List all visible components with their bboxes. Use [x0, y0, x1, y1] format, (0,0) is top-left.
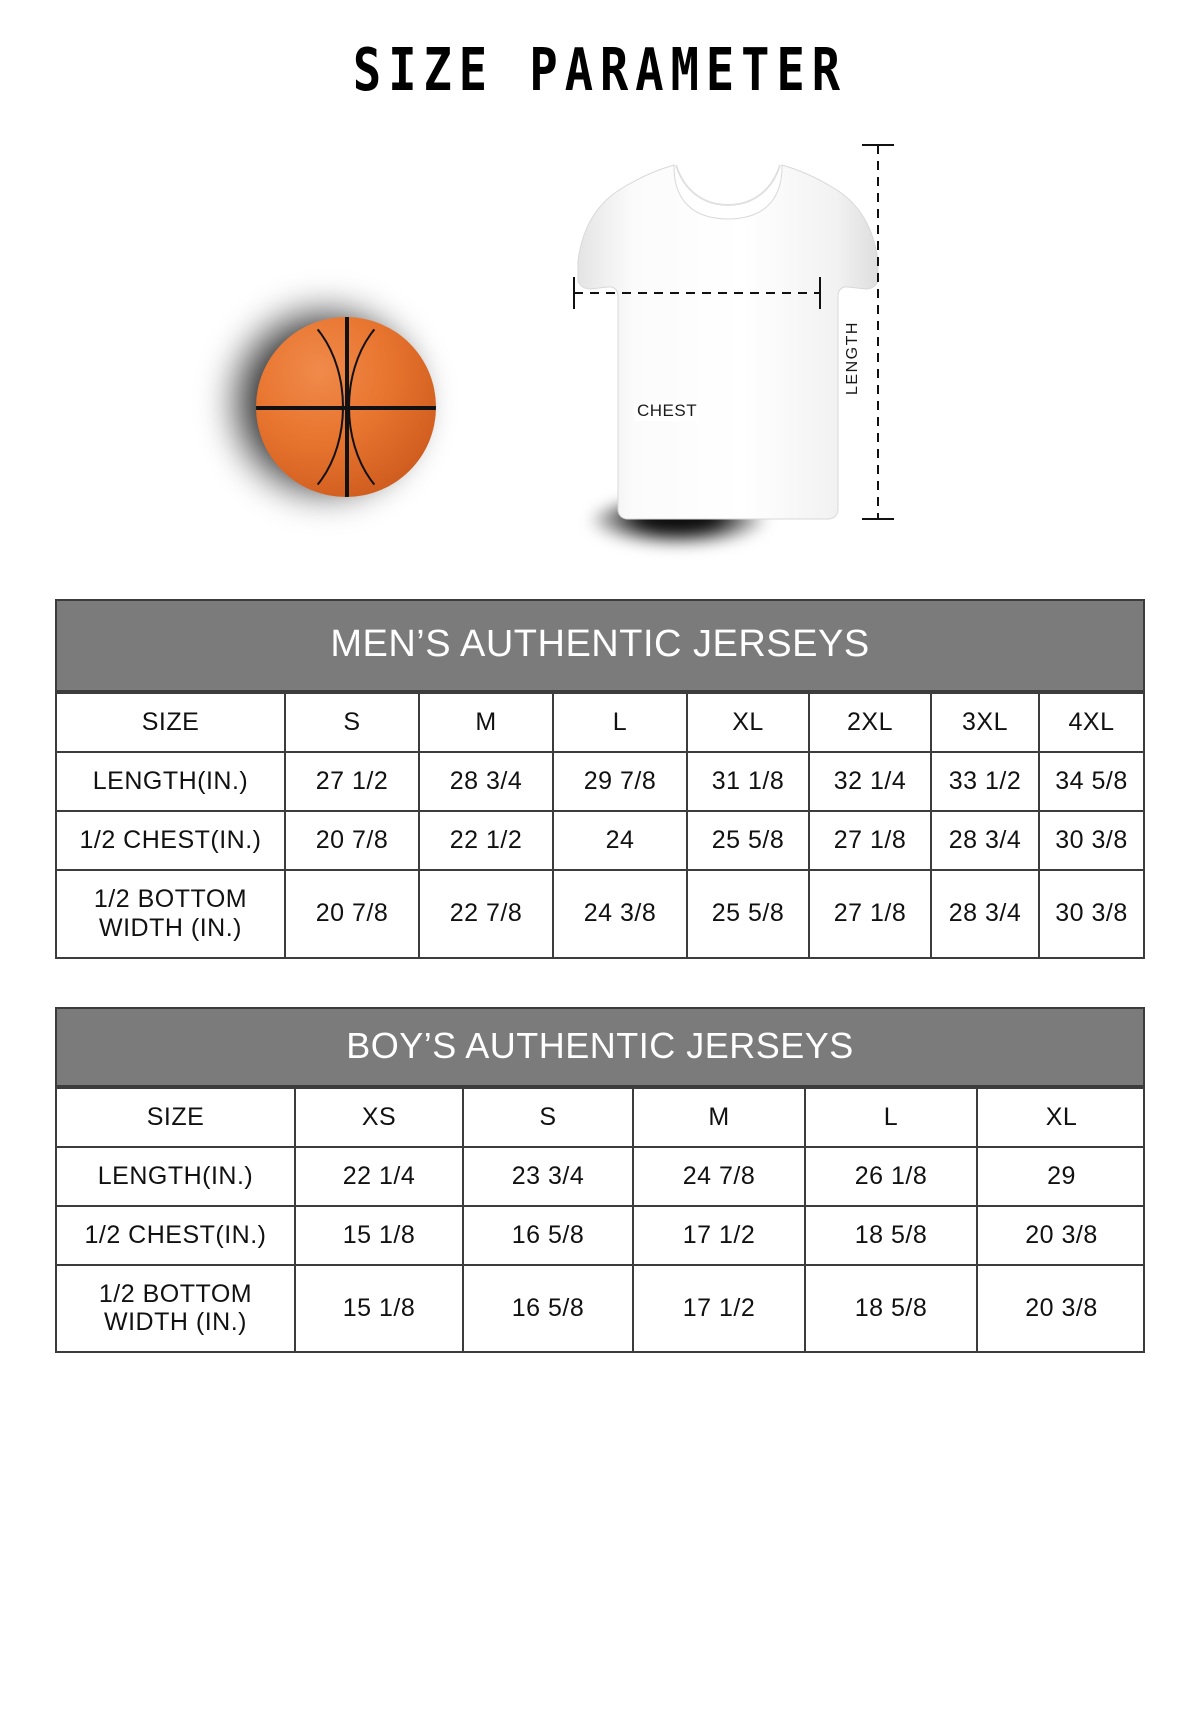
- boys-bottom-xs: 15 1/8: [295, 1265, 463, 1352]
- boys-col-m: M: [633, 1088, 805, 1147]
- boys-row-bottom-label: [57, 1265, 295, 1352]
- basketball-graphic: [256, 317, 436, 497]
- length-measure-label: LENGTH: [844, 321, 861, 395]
- mens-col-l: L: [553, 693, 687, 752]
- boys-bottom-s: 16 5/8: [463, 1265, 633, 1352]
- boys-chest-s: 16 5/8: [463, 1206, 633, 1265]
- mens-chest-s: 20 7/8: [285, 811, 419, 870]
- mens-bottom-l: 24 3/8: [553, 870, 687, 957]
- mens-length-l: 29 7/8: [553, 752, 687, 811]
- chest-measure-label: CHEST: [634, 401, 700, 421]
- mens-length-3xl: 33 1/2: [931, 752, 1039, 811]
- mens-col-4xl: 4XL: [1039, 693, 1143, 752]
- mens-chest-xl: 25 5/8: [687, 811, 809, 870]
- mens-bottom-s: 20 7/8: [285, 870, 419, 957]
- boys-length-s: 23 3/4: [463, 1147, 633, 1206]
- jersey-icon: [548, 133, 861, 553]
- boys-chest-m: 17 1/2: [633, 1206, 805, 1265]
- mens-chest-m: 22 1/2: [419, 811, 553, 870]
- table-row: [57, 1147, 1145, 1206]
- mens-bottom-2xl: 27 1/8: [809, 870, 931, 957]
- basketball-icon: [208, 285, 458, 535]
- mens-col-3xl: 3XL: [931, 693, 1039, 752]
- mens-bottom-4xl: 30 3/8: [1039, 870, 1143, 957]
- mens-length-xl: 31 1/8: [687, 752, 809, 811]
- mens-length-2xl: 32 1/4: [809, 752, 931, 811]
- boys-length-xl: 29: [977, 1147, 1145, 1206]
- mens-table: [57, 692, 1143, 957]
- mens-chest-l: 24: [553, 811, 687, 870]
- table-row: [57, 870, 1143, 957]
- mens-col-m: M: [419, 693, 553, 752]
- table-row: [57, 752, 1143, 811]
- boys-table-header: BOY’S AUTHENTIC JERSEYS: [57, 1009, 1143, 1087]
- mens-row-bottom-label: [57, 870, 285, 957]
- table-row: [57, 1265, 1145, 1352]
- table-row: [57, 1088, 1145, 1147]
- page-title: SIZE PARAMETER: [352, 36, 848, 105]
- mens-row-bottom-label-line1: 1/2 BOTTOM: [93, 885, 248, 913]
- mens-bottom-xl: 25 5/8: [687, 870, 809, 957]
- boys-bottom-m: 17 1/2: [633, 1265, 805, 1352]
- mens-row-chest-label: 1/2 CHEST(IN.): [57, 811, 285, 870]
- boys-chest-xl: 20 3/8: [977, 1206, 1145, 1265]
- boys-col-size: SIZE: [57, 1088, 295, 1147]
- mens-row-length-label: LENGTH(IN.): [57, 752, 285, 811]
- boys-col-l: L: [805, 1088, 977, 1147]
- boys-size-table: [55, 1007, 1145, 1354]
- boys-bottom-l: 18 5/8: [805, 1265, 977, 1352]
- mens-bottom-3xl: 28 3/4: [931, 870, 1039, 957]
- boys-bottom-xl: 20 3/8: [977, 1265, 1145, 1352]
- boys-chest-l: 18 5/8: [805, 1206, 977, 1265]
- boys-row-bottom-label-line1: 1/2 BOTTOM: [98, 1279, 253, 1308]
- mens-length-s: 27 1/2: [285, 752, 419, 811]
- boys-col-xs: XS: [295, 1088, 463, 1147]
- mens-length-4xl: 34 5/8: [1039, 752, 1143, 811]
- mens-chest-2xl: 27 1/8: [809, 811, 931, 870]
- mens-col-xl: XL: [687, 693, 809, 752]
- table-row: [57, 1206, 1145, 1265]
- boys-row-length-label: LENGTH(IN.): [57, 1147, 295, 1206]
- mens-col-size: SIZE: [57, 693, 285, 752]
- boys-table: [57, 1087, 1145, 1352]
- mens-chest-3xl: 28 3/4: [931, 811, 1039, 870]
- table-row: [57, 811, 1143, 870]
- mens-bottom-m: 22 7/8: [419, 870, 553, 957]
- mens-col-s: S: [285, 693, 419, 752]
- boys-row-chest-label: 1/2 CHEST(IN.): [57, 1206, 295, 1265]
- mens-chest-4xl: 30 3/8: [1039, 811, 1143, 870]
- table-row: [57, 693, 1143, 752]
- mens-length-m: 28 3/4: [419, 752, 553, 811]
- mens-row-bottom-label-line2: WIDTH (IN.): [99, 913, 242, 942]
- mens-table-header: MEN’S AUTHENTIC JERSEYS: [57, 601, 1143, 692]
- mens-col-2xl: 2XL: [809, 693, 931, 752]
- boys-length-l: 26 1/8: [805, 1147, 977, 1206]
- mens-size-table: [55, 599, 1145, 959]
- boys-chest-xs: 15 1/8: [295, 1206, 463, 1265]
- boys-row-bottom-label-line2: WIDTH (IN.): [104, 1308, 247, 1337]
- boys-col-xl: XL: [977, 1088, 1145, 1147]
- boys-length-xs: 22 1/4: [295, 1147, 463, 1206]
- product-illustration: [0, 133, 1200, 573]
- boys-col-s: S: [463, 1088, 633, 1147]
- boys-length-m: 24 7/8: [633, 1147, 805, 1206]
